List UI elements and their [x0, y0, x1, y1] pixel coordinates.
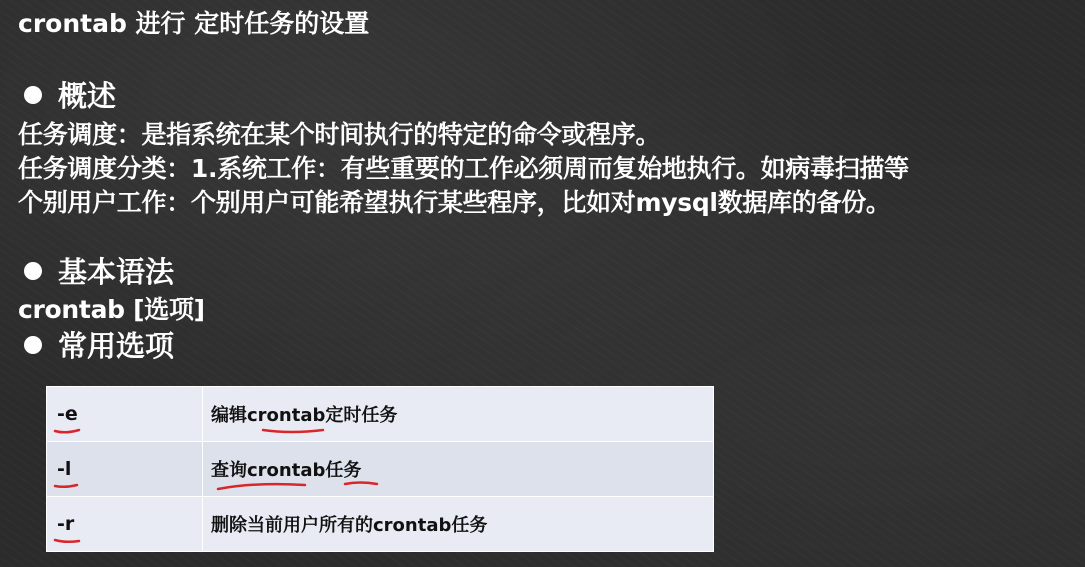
option-flag: -r — [57, 513, 75, 535]
bullet-icon — [24, 336, 42, 354]
annotation-underline — [53, 535, 83, 547]
syntax-command: crontab [选项] — [18, 295, 205, 324]
overview-heading-text: 概述 — [58, 79, 117, 113]
option-cell — [47, 442, 203, 497]
bullet-icon — [24, 86, 42, 104]
description-cell — [203, 442, 714, 497]
table-row — [47, 497, 714, 552]
description-cell — [203, 387, 714, 442]
option-description: 查询crontab任务 — [211, 460, 362, 481]
table-row — [47, 442, 714, 497]
table-row — [47, 387, 714, 442]
option-flag: -e — [57, 403, 78, 425]
overview-line-3: 个别用户工作：个别用户可能希望执行某些程序，比如对mysql数据库的备份。 — [18, 188, 891, 217]
slide-title: crontab 进行 定时任务的设置 — [18, 9, 370, 38]
options-heading — [20, 324, 174, 365]
option-cell — [47, 497, 203, 552]
annotation-underline — [53, 480, 83, 492]
option-cell — [47, 387, 203, 442]
bullet-icon — [24, 262, 42, 280]
options-heading-text: 常用选项 — [58, 329, 175, 363]
overview-heading — [20, 74, 116, 115]
syntax-heading-text: 基本语法 — [58, 255, 175, 289]
options-table — [46, 386, 714, 552]
description-cell — [203, 497, 714, 552]
overview-line-1: 任务调度：是指系统在某个时间执行的特定的命令或程序。 — [18, 120, 661, 149]
option-description: 编辑crontab定时任务 — [211, 405, 398, 426]
option-flag: -l — [57, 458, 72, 480]
overview-line-2: 任务调度分类：1.系统工作：有些重要的工作必须周而复始地执行。如病毒扫描等 — [18, 154, 909, 183]
option-description: 删除当前用户所有的crontab任务 — [211, 515, 488, 536]
annotation-underline — [261, 425, 331, 437]
syntax-heading — [20, 250, 174, 291]
annotation-underline — [53, 425, 83, 437]
